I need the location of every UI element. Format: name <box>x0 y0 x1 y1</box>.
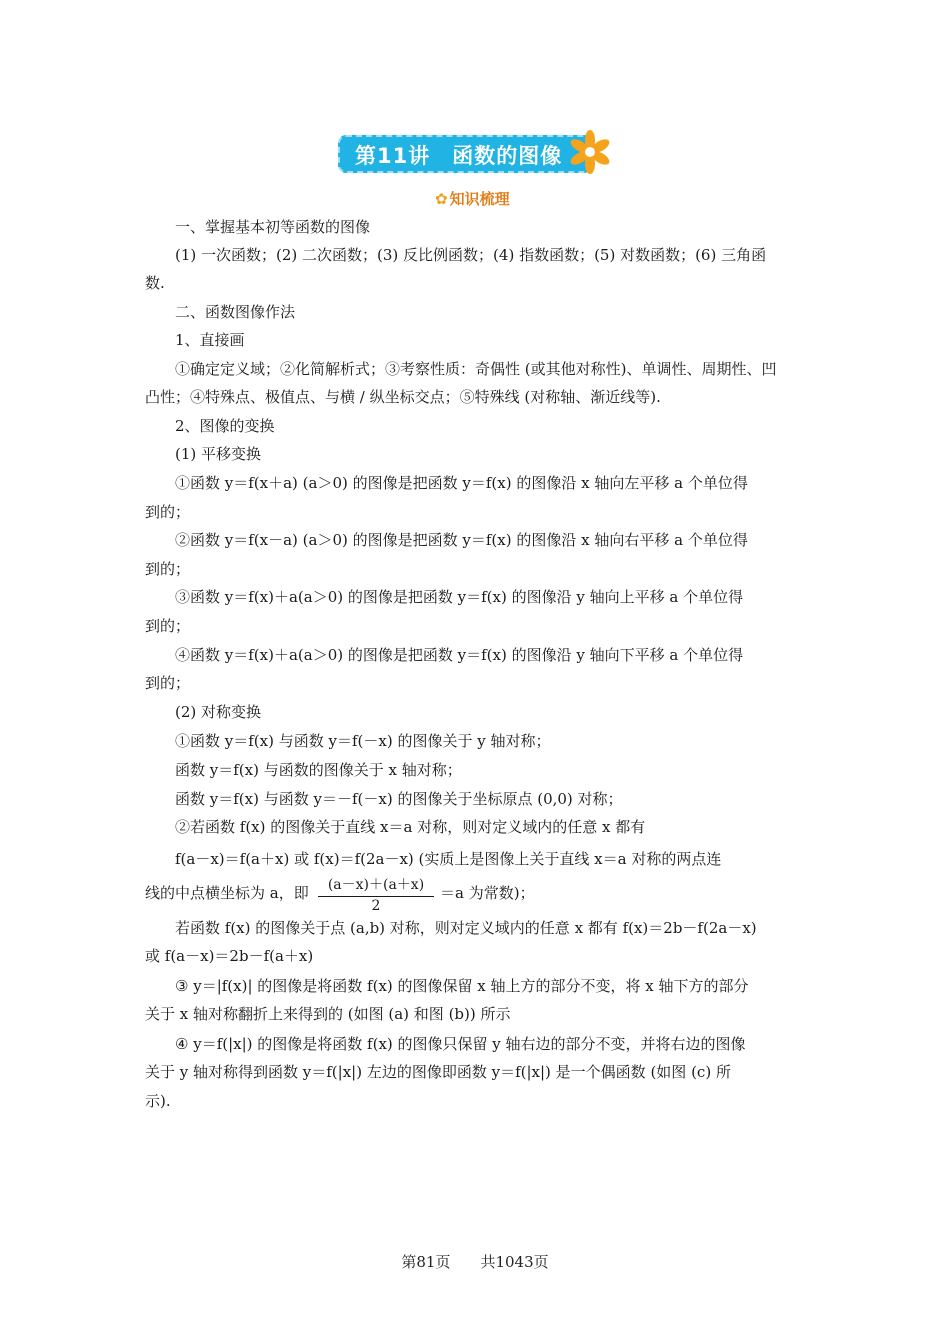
text-line: ②若函数 f(x) 的图像关于直线 x＝a 对称，则对定义域内的任意 x 都有 <box>175 818 646 836</box>
text-line: (1) 一次函数；(2) 二次函数；(3) 反比例函数；(4) 指数函数；(5) 对数函数；(6) 三角函 <box>175 246 767 264</box>
text-line: (1) 平移变换 <box>175 445 262 463</box>
text-line: ①确定定义域；②化简解析式；③考察性质：奇偶性 (或其他对称性)、单调性、周期性、凹 <box>175 360 777 378</box>
text-line: ③函数 y＝f(x)＋a(a＞0) 的图像是把函数 y＝f(x) 的图像沿 y 轴向上平移 a 个单位得 <box>175 588 744 606</box>
flower-small-icon: ✿ <box>435 190 448 208</box>
text-line: 到的； <box>145 674 191 692</box>
text-line: 一、掌握基本初等函数的图像 <box>175 218 371 236</box>
text-line: 示). <box>145 1092 171 1110</box>
text-line: ④ y＝f(|x|) 的图像是将函数 f(x) 的图像只保留 y 轴右边的部分不变，并将右边的图像 <box>175 1035 746 1053</box>
text-line: 关于 y 轴对称得到函数 y＝f(|x|) 左边的图像即函数 y＝f(|x|) 是一个偶函数 (如图 (c) 所 <box>145 1063 731 1081</box>
section-heading <box>435 188 510 209</box>
text-line: 凸性；④特殊点、极值点、与横 / 纵坐标交点；⑤特殊线 (对称轴、渐近线等). <box>145 388 661 406</box>
text-line: ④函数 y＝f(x)＋a(a＞0) 的图像是把函数 y＝f(x) 的图像沿 y 轴向下平移 a 个单位得 <box>175 646 744 664</box>
text-line: 或 f(a－x)＝2b－f(a＋x) <box>145 947 314 965</box>
section-heading-label: 知识梳理 <box>449 190 510 208</box>
text-line: 数. <box>145 274 165 292</box>
fraction <box>318 874 434 914</box>
text-line: 1、直接画 <box>175 331 245 349</box>
text-line: 2、图像的变换 <box>175 417 275 435</box>
text-line: 二、函数图像作法 <box>175 303 296 321</box>
text-line: 线的中点横坐标为 a，即 <box>145 884 309 902</box>
text-line: (2) 对称变换 <box>175 703 262 721</box>
text-line: 到的； <box>145 503 191 521</box>
fraction-numerator: (a－x)＋(a＋x) <box>318 874 434 897</box>
text-line: ①函数 y＝f(x) 与函数 y＝f(－x) 的图像关于 y 轴对称； <box>175 732 551 750</box>
text-line: 函数 y＝f(x) 与函数 y＝－f(－x) 的图像关于坐标原点 (0,0) 对称； <box>175 790 623 808</box>
flower-icon <box>566 128 614 176</box>
text-line: f(a－x)＝f(a＋x) 或 f(x)＝f(2a－x) (实质上是图像上关于直线 x＝a 对称的两点连 <box>175 850 722 868</box>
page-title: 第11讲 函数的图像 <box>355 144 563 168</box>
text-line: ②函数 y＝f(x－a) (a＞0) 的图像是把函数 y＝f(x) 的图像沿 x 轴向右平移 a 个单位得 <box>175 531 748 549</box>
text-line: 到的； <box>145 617 191 635</box>
text-line: 关于 x 轴对称翻折上来得到的 (如图 (a) 和图 (b)) 所示 <box>145 1005 511 1023</box>
text-line: ①函数 y＝f(x＋a) (a＞0) 的图像是把函数 y＝f(x) 的图像沿 x 轴向左平移 a 个单位得 <box>175 474 748 492</box>
text-line: 到的； <box>145 560 191 578</box>
fraction-denominator: 2 <box>371 898 381 914</box>
text-line: ③ y＝|f(x)| 的图像是将函数 f(x) 的图像保留 x 轴上方的部分不变，将 x 轴下方的部分 <box>175 977 749 995</box>
text-line: 若函数 f(x) 的图像关于点 (a,b) 对称，则对定义域内的任意 x 都有 f(x)＝2b－f(2a－x) <box>175 919 757 937</box>
text-line: 函数 y＝f(x) 与函数的图像关于 x 轴对称； <box>175 761 462 779</box>
page-footer: 第81页 共1043页 <box>401 1253 549 1271</box>
text-line: ＝a 为常数)； <box>440 884 535 902</box>
